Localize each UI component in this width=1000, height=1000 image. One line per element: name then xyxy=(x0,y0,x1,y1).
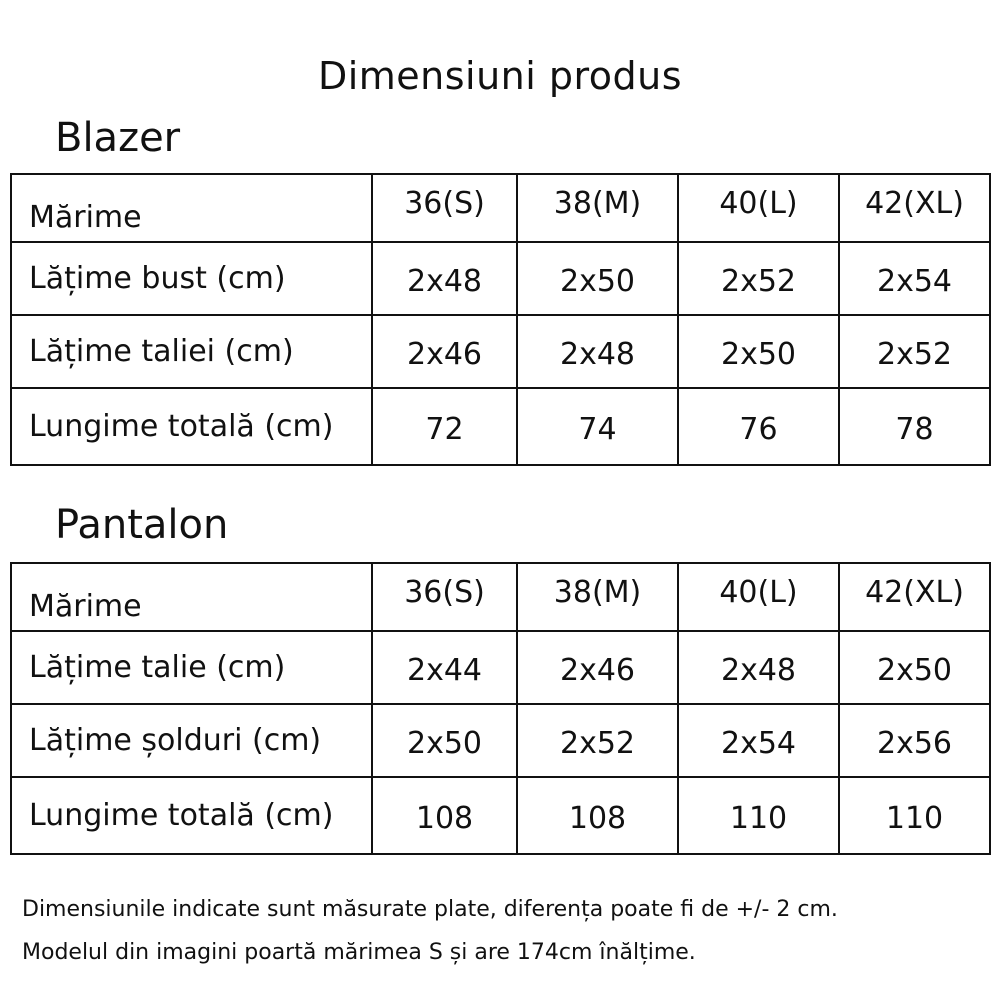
blazer-size-table xyxy=(10,173,991,466)
row-label: Lungime totală (cm) xyxy=(11,388,372,465)
table-cell: 2x50 xyxy=(839,631,990,704)
table-cell: 2x52 xyxy=(517,704,678,777)
model-size-note: Modelul din imagini poartă mărimea S și are 174cm înălțime. xyxy=(22,940,696,965)
table-row xyxy=(11,388,990,465)
table-row xyxy=(11,631,990,704)
row-label: Lungime totală (cm) xyxy=(11,777,372,854)
page-title: Dimensiuni produs xyxy=(317,54,683,98)
table-cell: 2x50 xyxy=(517,242,678,315)
table-cell: 110 xyxy=(839,777,990,854)
header-label: Mărime xyxy=(11,563,372,631)
size-header: 40(L) xyxy=(678,174,839,242)
table-cell: 2x44 xyxy=(372,631,517,704)
table-cell: 74 xyxy=(517,388,678,465)
table-cell: 2x48 xyxy=(372,242,517,315)
table-cell: 2x52 xyxy=(678,242,839,315)
row-label: Lățime bust (cm) xyxy=(11,242,372,315)
row-label: Lățime taliei (cm) xyxy=(11,315,372,388)
table-cell: 78 xyxy=(839,388,990,465)
size-header: 40(L) xyxy=(678,563,839,631)
table-cell: 2x54 xyxy=(678,704,839,777)
blazer-heading: Blazer xyxy=(55,115,181,161)
measurement-note: Dimensiunile indicate sunt măsurate plate, diferența poate fi de +/- 2 cm. xyxy=(22,897,838,922)
table-cell: 2x50 xyxy=(678,315,839,388)
table-cell: 72 xyxy=(372,388,517,465)
table-cell: 110 xyxy=(678,777,839,854)
row-label: Lățime talie (cm) xyxy=(11,631,372,704)
table-cell: 2x54 xyxy=(839,242,990,315)
table-row xyxy=(11,704,990,777)
table-header-row xyxy=(11,563,990,631)
size-header: 38(M) xyxy=(517,563,678,631)
table-cell: 2x46 xyxy=(517,631,678,704)
header-label: Mărime xyxy=(11,174,372,242)
size-header: 42(XL) xyxy=(839,174,990,242)
table-cell: 2x46 xyxy=(372,315,517,388)
pantalon-size-table xyxy=(10,562,991,855)
pantalon-heading: Pantalon xyxy=(55,502,229,548)
size-header: 38(M) xyxy=(517,174,678,242)
size-header: 36(S) xyxy=(372,563,517,631)
table-cell: 2x56 xyxy=(839,704,990,777)
table-cell: 2x52 xyxy=(839,315,990,388)
row-label: Lățime șolduri (cm) xyxy=(11,704,372,777)
table-row xyxy=(11,315,990,388)
table-cell: 108 xyxy=(372,777,517,854)
table-cell: 76 xyxy=(678,388,839,465)
table-cell: 2x50 xyxy=(372,704,517,777)
table-header-row xyxy=(11,174,990,242)
table-cell: 2x48 xyxy=(678,631,839,704)
table-cell: 2x48 xyxy=(517,315,678,388)
table-cell: 108 xyxy=(517,777,678,854)
table-row xyxy=(11,242,990,315)
size-header: 42(XL) xyxy=(839,563,990,631)
table-row xyxy=(11,777,990,854)
size-header: 36(S) xyxy=(372,174,517,242)
